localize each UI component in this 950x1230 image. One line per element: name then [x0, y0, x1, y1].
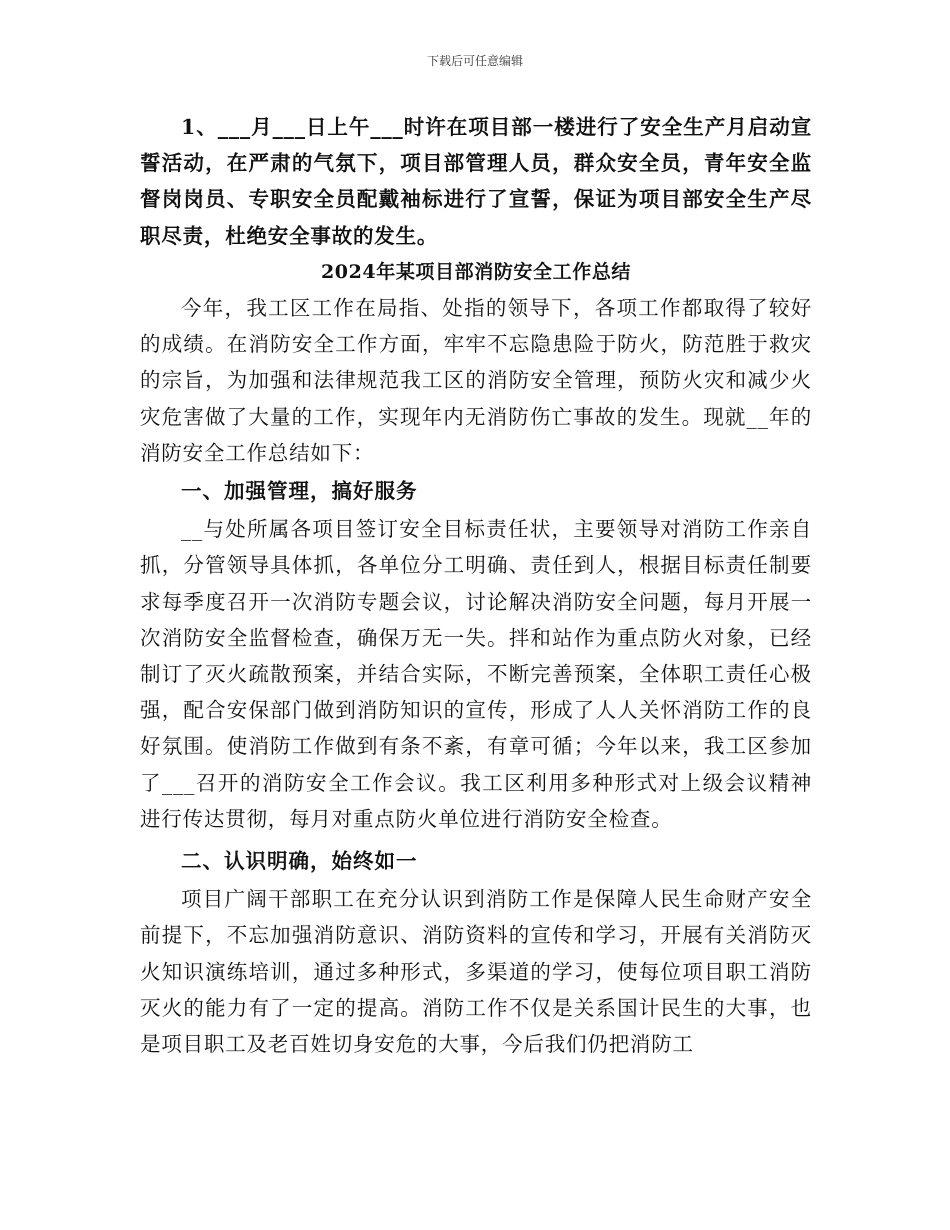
section-heading-2: 二、认识明确，始终如一 [181, 849, 418, 874]
page-header-note: 下载后可任意编辑 [426, 54, 523, 68]
section-heading-1: 一、加强管理，搞好服务 [181, 479, 418, 504]
paragraph-2: __与处所属各项目签订安全目标责任状，主要领导对消防工作亲自抓，分管领导具体抓，各单位分工明确、责任到人，根据目标责任制要求每季度召开一次消防专题会议，讨论解决消防安全问题，每月开展一次消防安全监督检查，确保万无一失。拌和站作为重点防火对象，已经制订了灭火疏散预案，并结合实际，不断完善预案，全体职工责任心极强，配合安保部门做到消防知识的宣传，形成了人人关怀消防工作的良好氛围。使消防工作做到有条不紊，有章可循；今年以来，我工区参加了___召开的消防安全工作会议。我工区利用多种形式对上级会议精神进行传达贯彻，每月对重点防火单位进行消防安全检查。 [140, 517, 812, 831]
paragraph-3: 项目广阔干部职工在充分认识到消防工作是保障人民生命财产安全前提下，不忘加强消防意识、消防资料的宣传和学习，开展有关消防灭火知识演练培训，通过多种形式，多渠道的学习，使每位项目职工消防灭火的能力有了一定的提高。消防工作不仅是关系国计民生的大事，也是项目职工及老百姓切身安危的大事，今后我们仍把消防工 [140, 887, 812, 1057]
document-title: 2024年某项目部消防安全工作总结 [320, 260, 632, 283]
document-body [140, 109, 812, 1062]
spacer [140, 837, 812, 841]
paragraph-1: 今年，我工区工作在局指、处指的领导下，各项工作都取得了较好的成绩。在消防安全工作方面，牢牢不忘隐患险于防火，防范胜于救灾的宗旨，为加强和法律规范我工区的消防安全管理，预防火灾和减少火灾危害做了大量的工作，实现年内无消防伤亡事故的发生。现就__年的消防安全工作总结如下： [140, 296, 812, 465]
intro-paragraph: 1、___月___日上午___时许在项目部一楼进行了安全生产月启动宣誓活动，在严肃的气氛下，项目部管理人员，群众安全员，青年安全监督岗岗员、专职安全员配戴袖标进行了宣誓，保证为项目部安全生产尽职尽责，杜绝安全事故的发生。 [140, 115, 812, 248]
